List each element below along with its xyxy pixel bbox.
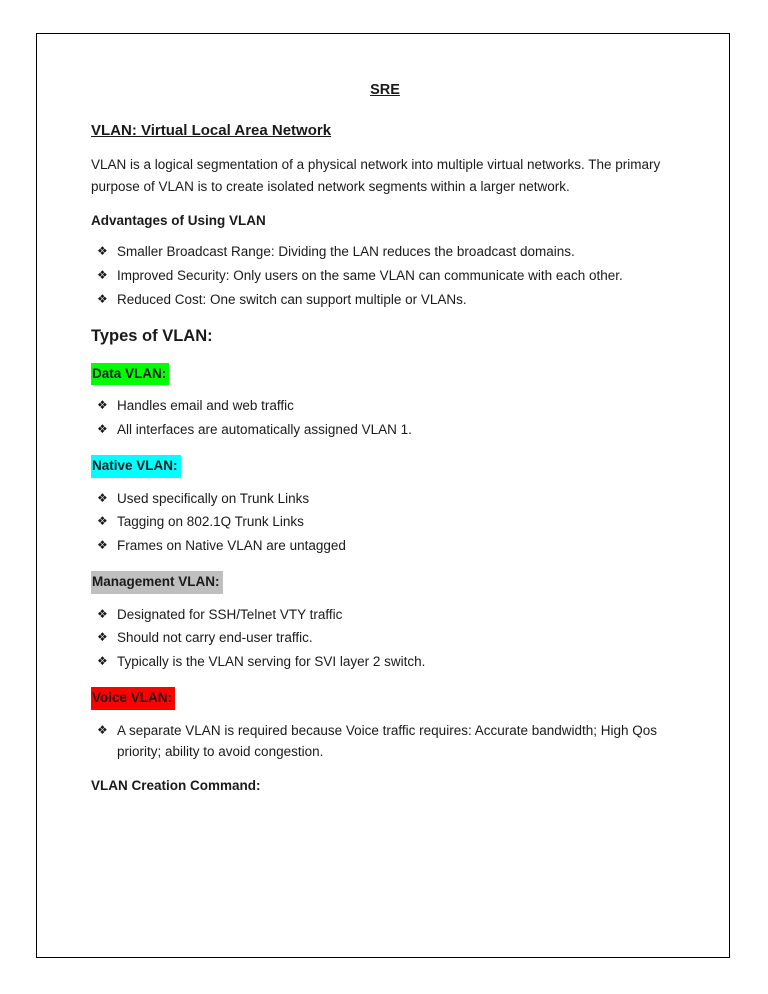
- bullet-item: [97, 652, 679, 673]
- bullet-item: [97, 512, 679, 533]
- bullet-text: Used specifically on Trunk Links: [117, 490, 310, 506]
- document-content: [37, 34, 731, 797]
- bullet-text: Typically is the VLAN serving for SVI layer 2 switch.: [117, 654, 426, 670]
- bullet-item: [97, 396, 679, 417]
- diamond-bullet-icon: ❖: [97, 490, 108, 505]
- bullet-item: [97, 266, 679, 287]
- diamond-bullet-icon: ❖: [97, 267, 108, 282]
- document-title: [91, 80, 679, 102]
- intro-paragraph: VLAN is a logical segmentation of a physical network into multiple virtual networks. The primary purpose of VLAN is to create isolated network segments within a larger network.: [91, 157, 661, 194]
- diamond-bullet-icon: ❖: [97, 398, 108, 413]
- bullet-item: [97, 489, 679, 510]
- diamond-bullet-icon: ❖: [97, 630, 108, 645]
- bullet-text: Handles email and web traffic: [117, 398, 294, 414]
- highlighted-heading: Native VLAN:: [91, 455, 181, 477]
- bullet-item: [97, 628, 679, 649]
- bullet-text: Should not carry end-user traffic.: [117, 630, 313, 646]
- highlighted-heading: Management VLAN:: [91, 571, 223, 593]
- advantages-heading: Advantages of Using VLAN: [91, 213, 266, 229]
- highlighted-heading: Voice VLAN:: [91, 687, 175, 709]
- data-vlan-list: [91, 396, 679, 441]
- management-vlan-list: [91, 605, 679, 674]
- document-page: [36, 33, 730, 958]
- diamond-bullet-icon: ❖: [97, 291, 108, 306]
- bullet-item: [97, 290, 679, 311]
- highlighted-heading: Data VLAN:: [91, 363, 169, 385]
- closing-heading: VLAN Creation Command:: [91, 778, 261, 794]
- diamond-bullet-icon: ❖: [97, 422, 108, 437]
- bullet-text: Smaller Broadcast Range: Dividing the LAN reduces the broadcast domains.: [117, 243, 575, 259]
- bullet-text: Tagging on 802.1Q Trunk Links: [117, 514, 304, 530]
- bullet-text: All interfaces are automatically assigned VLAN 1.: [117, 422, 412, 438]
- advantages-list: [91, 242, 679, 311]
- section-native-vlan-heading: [91, 455, 679, 477]
- diamond-bullet-icon: ❖: [97, 243, 108, 258]
- bullet-item: [97, 721, 679, 763]
- bullet-text: A separate VLAN is required because Voice traffic requires: Accurate bandwidth; High Qos priority; ability to avoid congestion.: [117, 722, 658, 759]
- bullet-item: [97, 420, 679, 441]
- bullet-text: Designated for SSH/Telnet VTY traffic: [117, 606, 343, 622]
- bullet-text: Improved Security: Only users on the same VLAN can communicate with each other.: [117, 267, 623, 283]
- bullet-item: [97, 536, 679, 557]
- main-heading: VLAN: Virtual Local Area Network: [91, 121, 332, 139]
- diamond-bullet-icon: ❖: [97, 654, 108, 669]
- diamond-bullet-icon: ❖: [97, 606, 108, 621]
- bullet-item: [97, 605, 679, 626]
- section-voice-vlan-heading: [91, 687, 679, 709]
- diamond-bullet-icon: ❖: [97, 538, 108, 553]
- diamond-bullet-icon: ❖: [97, 722, 108, 737]
- types-heading: Types of VLAN:: [91, 327, 213, 346]
- native-vlan-list: [91, 489, 679, 558]
- bullet-text: Frames on Native VLAN are untagged: [117, 538, 346, 554]
- bullet-item: [97, 242, 679, 263]
- document-title-text: SRE: [370, 82, 400, 98]
- voice-vlan-list: [91, 721, 679, 763]
- diamond-bullet-icon: ❖: [97, 514, 108, 529]
- section-data-vlan-heading: [91, 363, 679, 385]
- section-management-vlan-heading: [91, 571, 679, 593]
- bullet-text: Reduced Cost: One switch can support multiple or VLANs.: [117, 291, 467, 307]
